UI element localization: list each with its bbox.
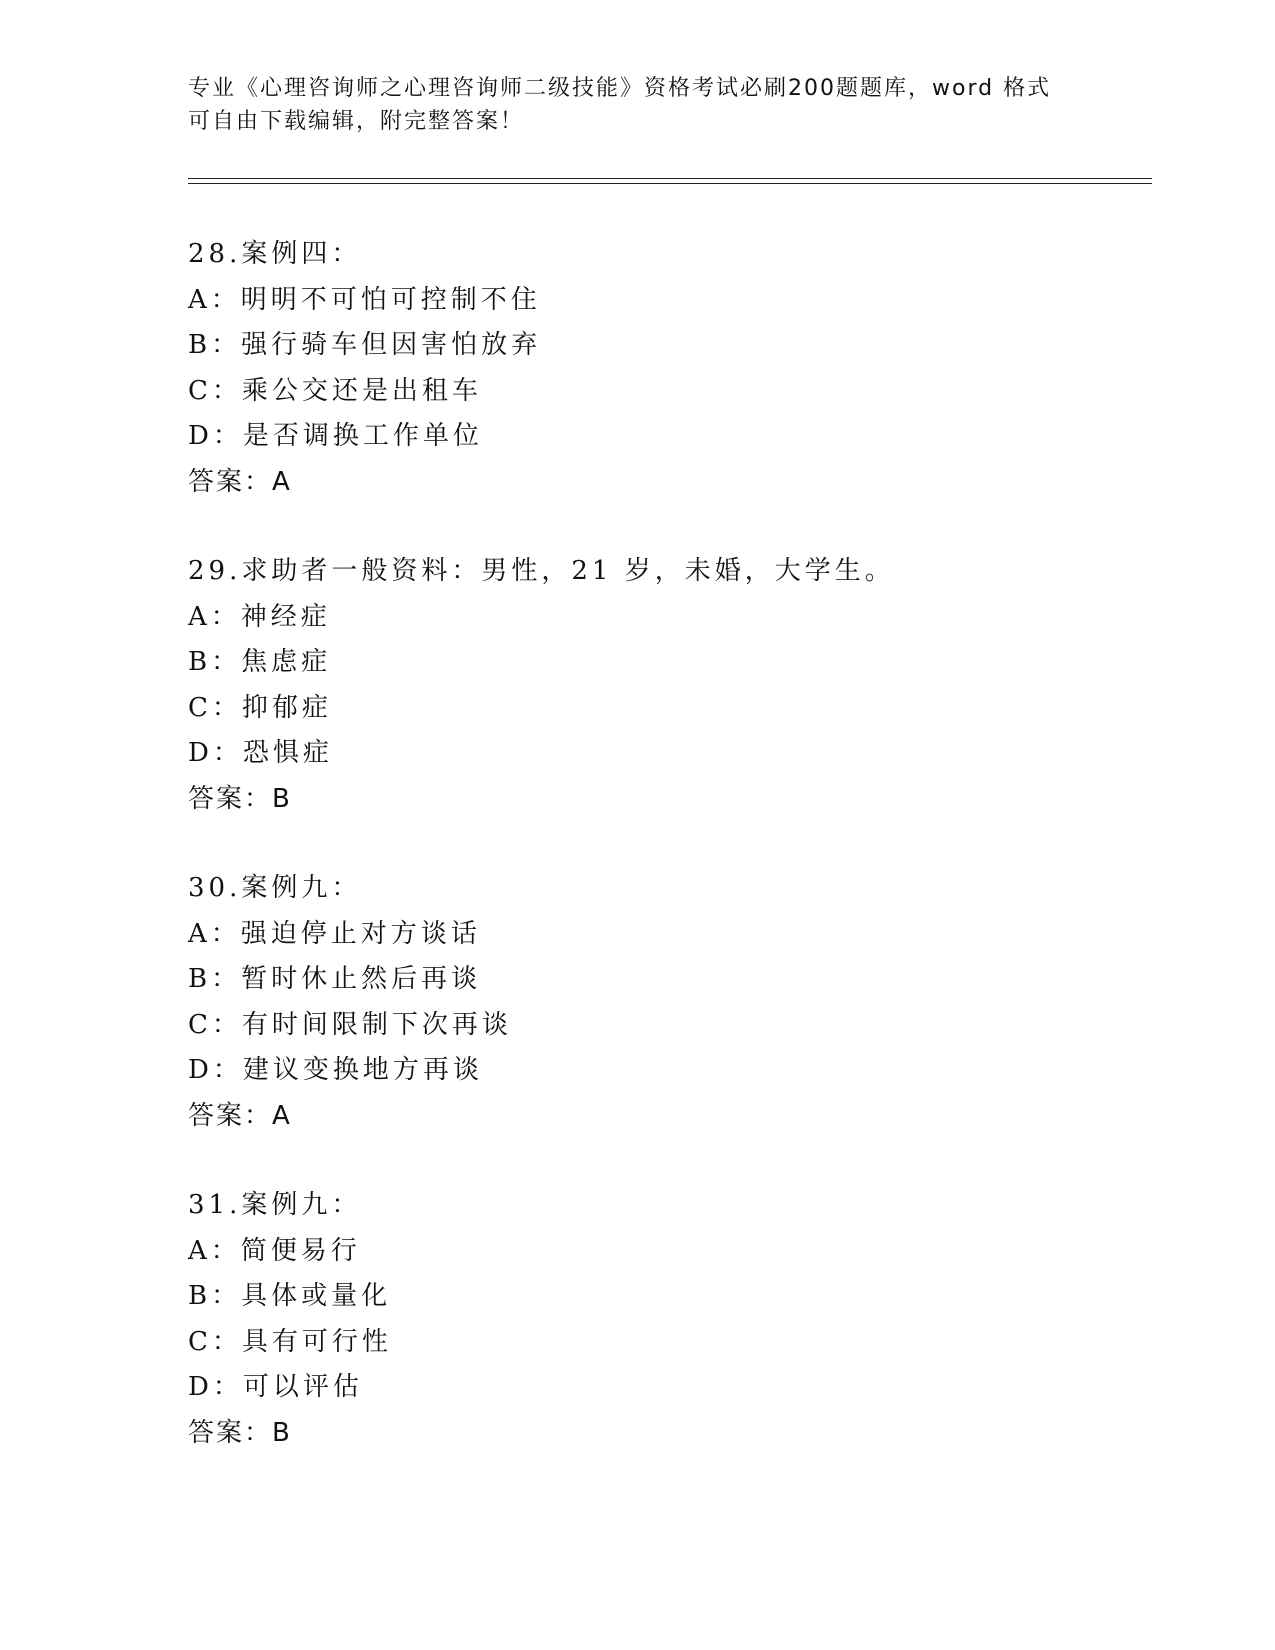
question-stem-line: [188, 866, 1148, 912]
option-d: [188, 414, 1148, 460]
question-29: [188, 549, 1148, 822]
question-stem-line: [188, 1183, 1148, 1229]
option-text: 神经症: [240, 601, 331, 632]
question-31: [188, 1183, 1148, 1456]
option-letter: C：: [188, 1009, 242, 1040]
question-number: 30.: [188, 873, 242, 903]
option-c: [188, 1320, 1148, 1366]
answer-line: 答案：B: [188, 783, 292, 814]
option-b: [188, 640, 1148, 686]
option-c: [188, 1003, 1148, 1049]
header-line-1: 专业《心理咨询师之心理咨询师二级技能》资格考试必刷200题题库，word 格式: [188, 76, 1052, 101]
option-text: 具有可行性: [241, 1326, 392, 1357]
question-number: 31.: [188, 1190, 242, 1220]
option-letter: B：: [188, 647, 242, 677]
option-text: 是否调换工作单位: [242, 421, 483, 451]
option-d: [188, 731, 1148, 777]
option-text: 乘公交还是出租车: [241, 375, 482, 406]
option-letter: B：: [188, 1281, 242, 1311]
answer-line: 答案：A: [188, 466, 292, 497]
option-text: 强迫停止对方谈话: [240, 918, 481, 949]
question-28: [188, 232, 1148, 505]
header-line-2: 可自由下载编辑，附完整答案！: [188, 109, 525, 134]
option-letter: D：: [188, 738, 243, 768]
option-text: 恐惧症: [242, 738, 333, 768]
question-stem: 案例九：: [241, 1190, 362, 1220]
question-stem: 案例九：: [241, 873, 362, 903]
option-text: 暂时休止然后再谈: [241, 964, 482, 994]
header-divider: [188, 178, 1152, 184]
option-text: 简便易行: [240, 1235, 361, 1266]
question-stem-line: [188, 549, 1148, 595]
option-b: [188, 323, 1148, 369]
option-letter: A：: [188, 1235, 241, 1266]
option-text: 可以评估: [242, 1372, 363, 1402]
question-list: [188, 232, 1148, 1500]
option-text: 具体或量化: [241, 1281, 392, 1311]
option-letter: B：: [188, 330, 242, 360]
option-text: 强行骑车但因害怕放弃: [241, 330, 542, 360]
question-30: [188, 866, 1148, 1139]
option-a: [188, 1229, 1148, 1275]
option-letter: C：: [188, 375, 242, 406]
option-letter: C：: [188, 692, 242, 723]
option-text: 明明不可怕可控制不住: [240, 284, 541, 315]
option-d: [188, 1048, 1148, 1094]
option-b: [188, 957, 1148, 1003]
option-letter: A：: [188, 601, 241, 632]
question-number: 28.: [188, 239, 242, 269]
option-text: 有时间限制下次再谈: [241, 1009, 512, 1040]
question-stem: 案例四：: [241, 239, 362, 269]
option-text: 抑郁症: [241, 692, 332, 723]
option-a: [188, 278, 1148, 324]
answer-line: 答案：B: [188, 1417, 292, 1448]
option-letter: A：: [188, 918, 241, 949]
option-c: [188, 686, 1148, 732]
question-stem-line: [188, 232, 1148, 278]
option-letter: D：: [188, 421, 243, 451]
option-letter: A：: [188, 284, 241, 315]
option-letter: C：: [188, 1326, 242, 1357]
option-text: 焦虑症: [241, 647, 332, 677]
document-header: [188, 72, 1088, 138]
option-a: [188, 912, 1148, 958]
question-stem: 求助者一般资料：男性，21 岁，未婚，大学生。: [241, 556, 895, 586]
option-text: 建议变换地方再谈: [242, 1055, 483, 1085]
question-number: 29.: [188, 556, 242, 586]
option-letter: D：: [188, 1372, 243, 1402]
option-letter: B：: [188, 964, 242, 994]
option-a: [188, 595, 1148, 641]
option-letter: D：: [188, 1055, 243, 1085]
option-d: [188, 1365, 1148, 1411]
answer-line: 答案：A: [188, 1100, 292, 1131]
option-c: [188, 369, 1148, 415]
option-b: [188, 1274, 1148, 1320]
